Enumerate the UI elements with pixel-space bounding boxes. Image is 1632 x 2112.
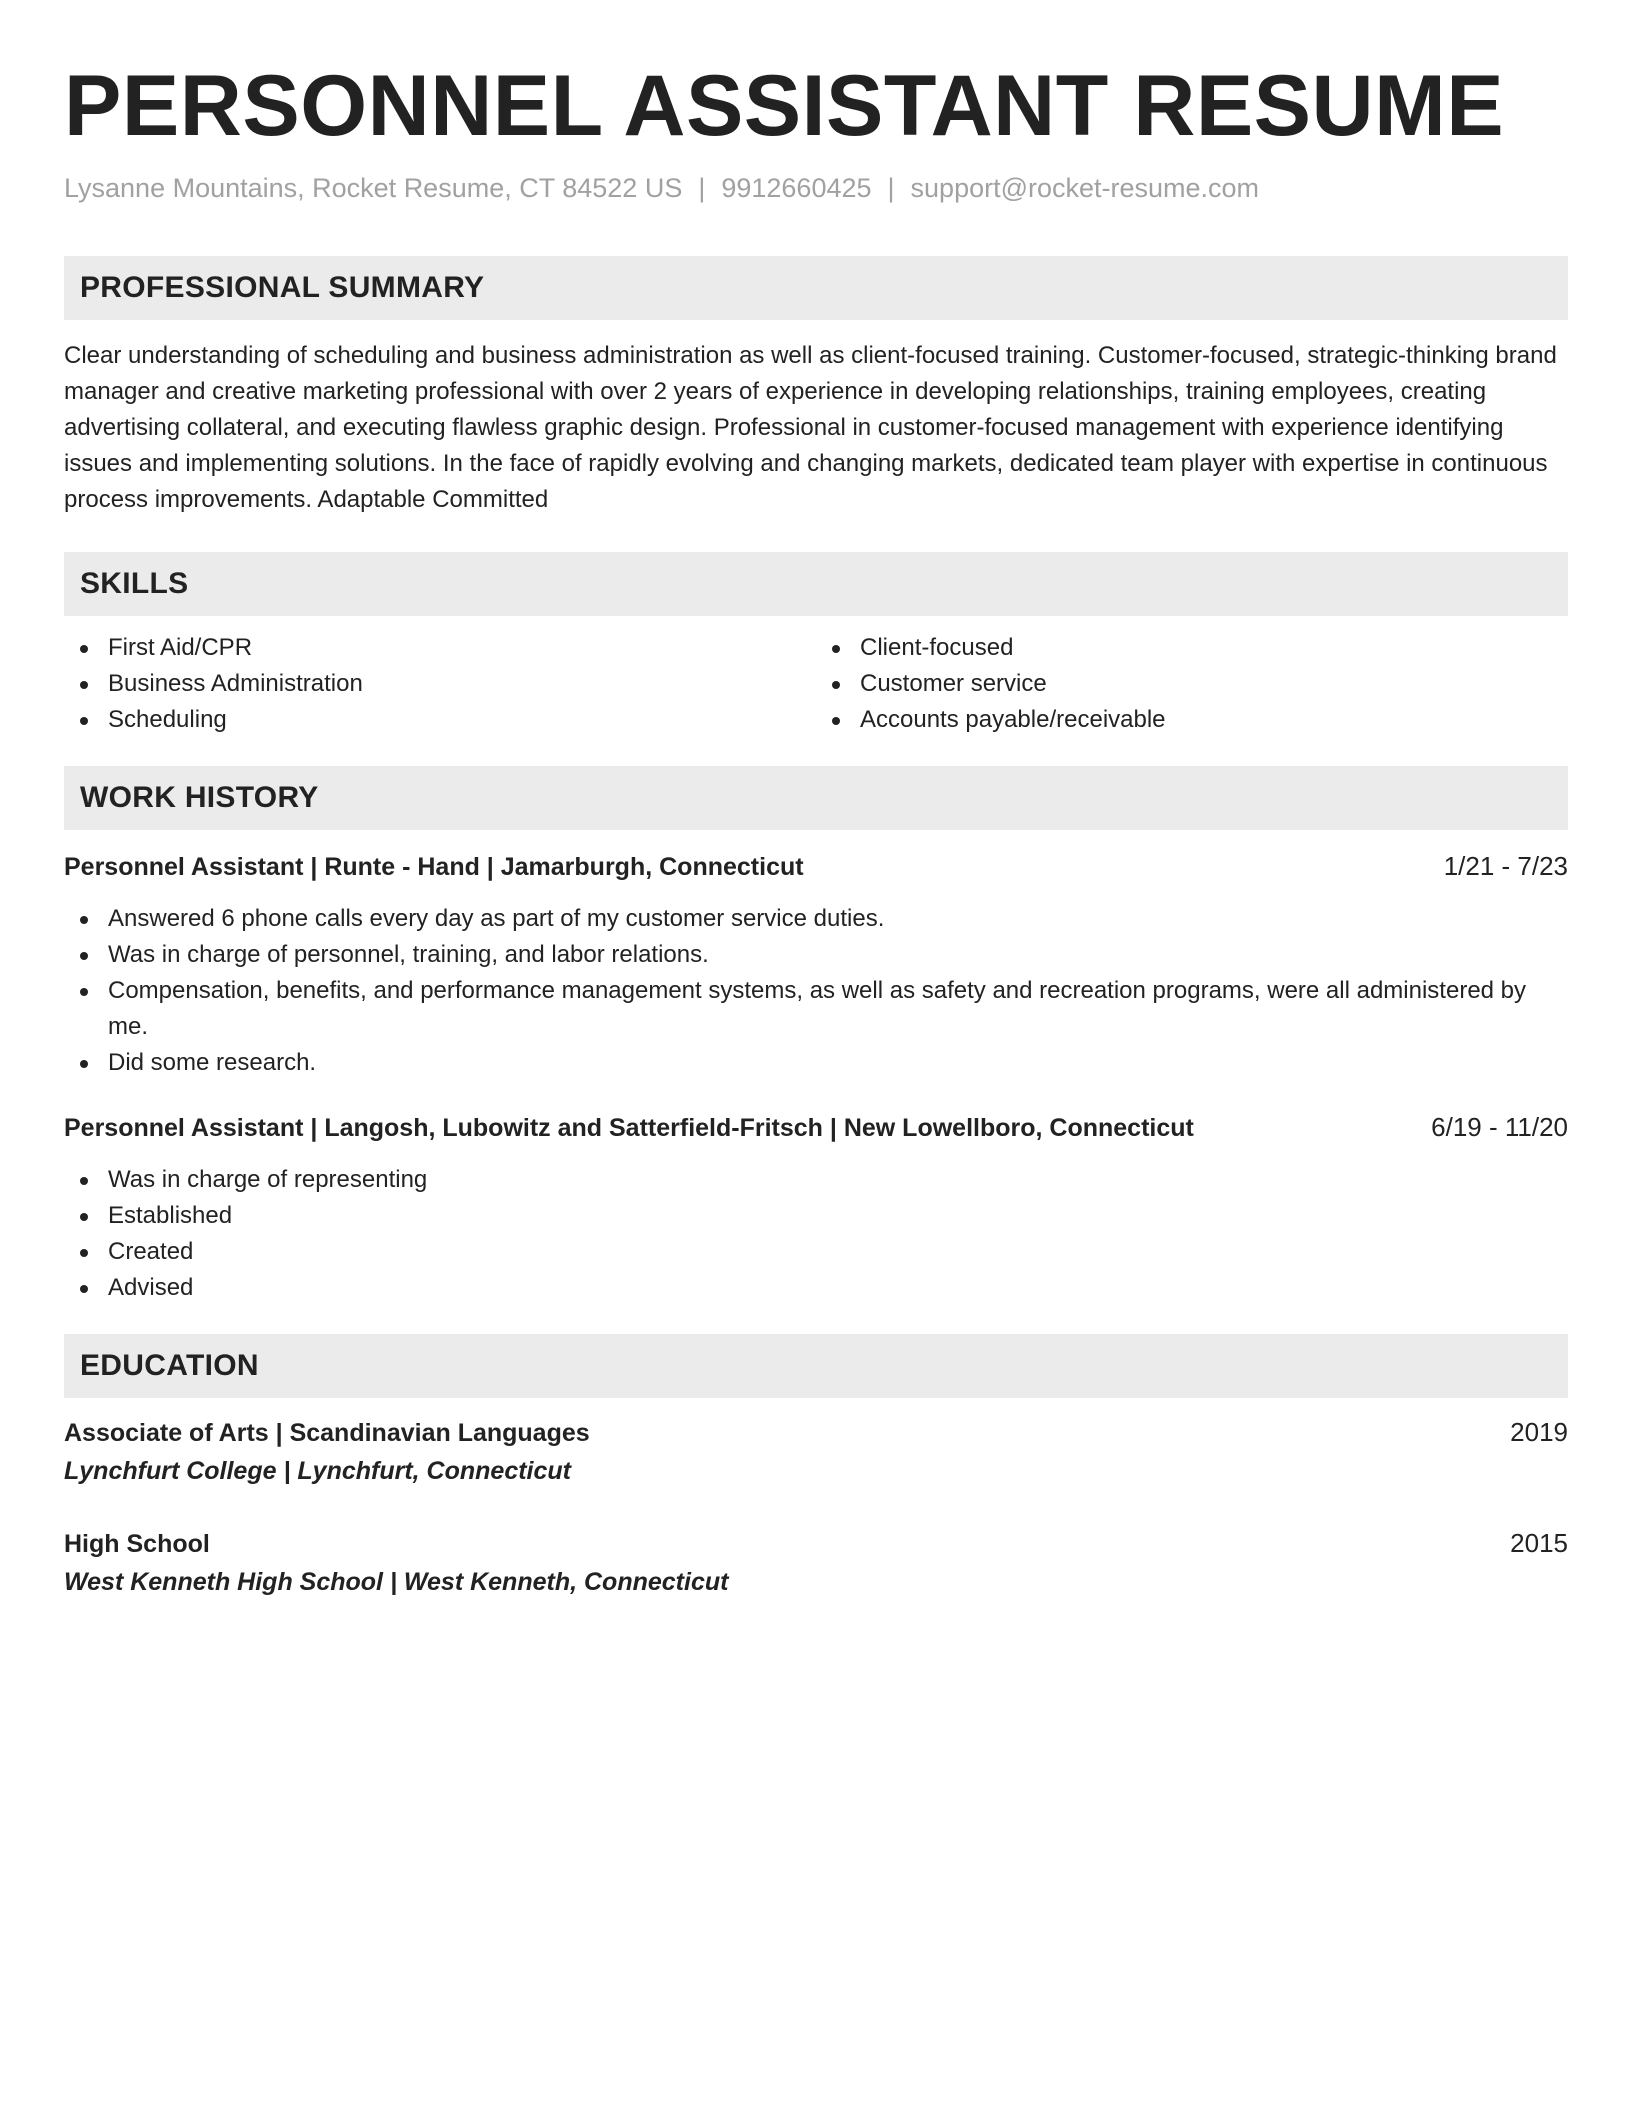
bullet-icon — [80, 952, 88, 960]
skill-label: Accounts payable/receivable — [860, 706, 1166, 733]
bullet-icon — [832, 681, 840, 689]
job-bullets — [64, 901, 1568, 1081]
skill-item — [816, 666, 1568, 702]
bullet-icon — [80, 916, 88, 924]
job-header — [64, 1109, 1568, 1146]
contact-address: Lysanne Mountains, Rocket Resume, CT 84522 US — [64, 173, 683, 203]
education-year: 2019 — [1510, 1417, 1568, 1447]
bullet-icon — [80, 988, 88, 996]
education-entry — [64, 1414, 1568, 1491]
skill-item — [64, 666, 816, 702]
bullet-icon — [80, 1249, 88, 1257]
bullet-icon — [80, 1177, 88, 1185]
section-header-work-history: WORK HISTORY — [64, 766, 1568, 830]
bullet-icon — [80, 1060, 88, 1068]
education-school: Lynchfurt College | Lynchfurt, Connecticut — [64, 1457, 572, 1485]
section-header-skills: SKILLS — [64, 552, 1568, 616]
education-degree: High School — [64, 1530, 210, 1558]
education-degree: Associate of Arts | Scandinavian Languages — [64, 1419, 590, 1447]
skills-column-left — [64, 630, 816, 738]
bullet-icon — [80, 717, 88, 725]
job-bullet — [64, 973, 1568, 1045]
job-bullet — [64, 1234, 1568, 1270]
job-bullet-text: Answered 6 phone calls every day as part of my customer service duties. — [108, 905, 885, 932]
education-year: 2015 — [1510, 1528, 1568, 1558]
section-header-education: EDUCATION — [64, 1334, 1568, 1398]
skill-label: Customer service — [860, 670, 1047, 697]
resume-title: PERSONNEL ASSISTANT RESUME — [64, 58, 1505, 154]
section-header-summary: PROFESSIONAL SUMMARY — [64, 256, 1568, 320]
education-entry — [64, 1525, 1568, 1602]
contact-phone: 9912660425 — [721, 173, 872, 203]
job-bullet — [64, 1270, 1568, 1306]
bullet-icon — [80, 681, 88, 689]
job-bullet — [64, 937, 1568, 973]
skill-label: Scheduling — [108, 706, 227, 733]
job-bullet — [64, 1045, 1568, 1081]
summary-text: Clear understanding of scheduling and business administration as well as client-focused training. Customer-focused, strategic-thinking brand manager and creative marketing professional with over 2 years of experience in developing relationships, training employees, creating advertising collateral, and executing flawless graphic design. Professional in customer-focused management with experience identifying issues and implementing solutions. In the face of rapidly evolving and changing markets, dedicated team player with expertise in continuous process improvements. Adaptable Committed — [64, 342, 1557, 513]
job-bullet-text: Compensation, benefits, and performance management systems, as well as safety and recreation programs, were all administered by me. — [108, 977, 1527, 1040]
skill-item — [816, 702, 1568, 738]
skills-column-right — [816, 630, 1568, 738]
job-bullet — [64, 1162, 1568, 1198]
skill-label: Business Administration — [108, 670, 363, 697]
job-title: Personnel Assistant | Runte - Hand | Jamarburgh, Connecticut — [64, 853, 804, 881]
job-bullet-text: Advised — [108, 1274, 194, 1301]
education-header — [64, 1414, 1568, 1451]
job-bullet-text: Did some research. — [108, 1049, 317, 1076]
job-bullets — [64, 1162, 1568, 1306]
contact-line — [64, 170, 1568, 206]
skill-label: First Aid/CPR — [108, 634, 253, 661]
contact-separator: | — [887, 173, 895, 203]
bullet-icon — [832, 645, 840, 653]
skill-label: Client-focused — [860, 634, 1014, 661]
job-bullet-text: Established — [108, 1202, 233, 1229]
education-school: West Kenneth High School | West Kenneth, Connecticut — [64, 1568, 729, 1596]
skill-item — [64, 702, 816, 738]
job-dates: 6/19 - 11/20 — [1431, 1112, 1568, 1142]
bullet-icon — [80, 1285, 88, 1293]
contact-email: support@rocket-resume.com — [910, 173, 1260, 203]
bullet-icon — [80, 645, 88, 653]
job-bullet-text: Was in charge of representing — [108, 1166, 428, 1193]
job-bullet — [64, 1198, 1568, 1234]
job-entry — [64, 1109, 1568, 1306]
job-header — [64, 848, 1568, 885]
job-title: Personnel Assistant | Langosh, Lubowitz and Satterfield-Fritsch | New Lowellboro, Connecticut — [64, 1114, 1194, 1142]
contact-separator: | — [698, 173, 706, 203]
job-bullet-text: Was in charge of personnel, training, and labor relations. — [108, 941, 709, 968]
bullet-icon — [80, 1213, 88, 1221]
job-entry — [64, 848, 1568, 1081]
bullet-icon — [832, 717, 840, 725]
job-bullet — [64, 901, 1568, 937]
job-dates: 1/21 - 7/23 — [1443, 851, 1568, 881]
skills-grid — [64, 630, 1568, 738]
job-bullet-text: Created — [108, 1238, 194, 1265]
education-header — [64, 1525, 1568, 1562]
skill-item — [64, 630, 816, 666]
skill-item — [816, 630, 1568, 666]
